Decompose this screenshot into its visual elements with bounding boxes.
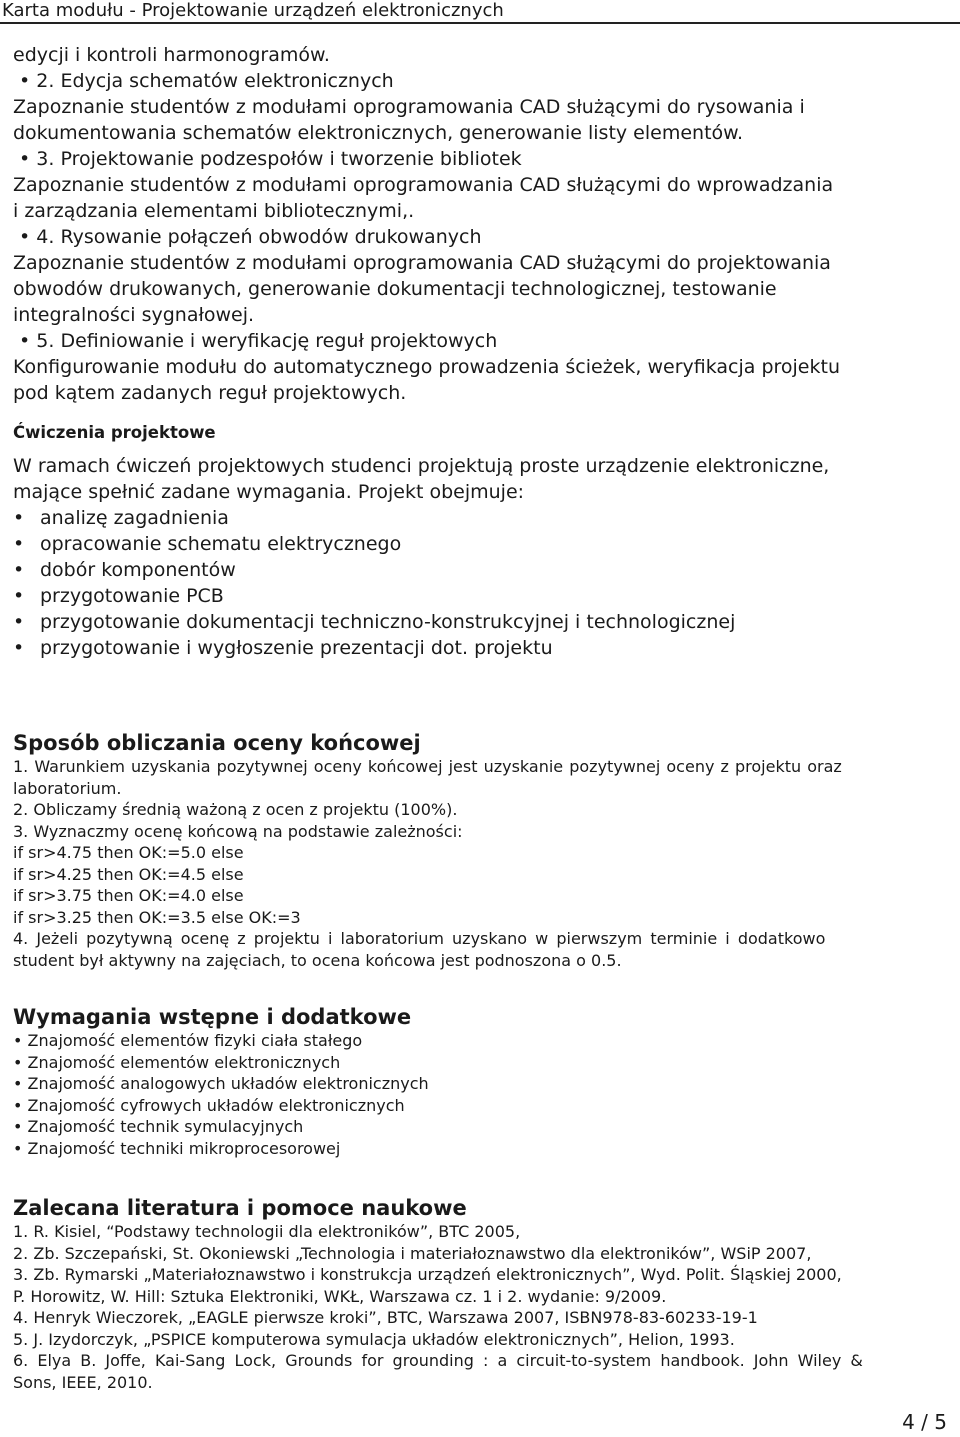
ocena-heading: Sposób obliczania oceny końcowej xyxy=(13,731,421,755)
list-item: • Znajomość cyfrowych układów elektronicznych xyxy=(13,1095,946,1117)
cwiczenia-list xyxy=(13,505,946,661)
list-item: • przygotowanie dokumentacji techniczno-konstrukcyjnej i technologicznej xyxy=(13,611,736,633)
content-line: pod kątem zadanych reguł projektowych. xyxy=(13,382,407,404)
literatura-entry: 5. J. Izydorczyk, „PSPICE komputerowa symulacja układów elektronicznych”, Helion, 1993. xyxy=(13,1329,735,1349)
ocena-rule: if sr>4.75 then OK:=5.0 else xyxy=(13,843,244,862)
header-title: Karta modułu - Projektowanie urządzeń elektronicznych xyxy=(2,0,504,21)
content-line: • 5. Definiowanie i weryfikację reguł projektowych xyxy=(13,328,946,354)
content-line: • 3. Projektowanie podzespołów i tworzenie bibliotek xyxy=(13,146,946,172)
ocena-line: 3. Wyznaczmy ocenę końcową na podstawie zależności: xyxy=(13,821,463,841)
syllabus-content xyxy=(13,42,946,406)
literatura-entry: 4. Henryk Wieczorek, „EAGLE pierwsze kroki”, BTC, Warszawa 2007, ISBN978-83-60233-19-1 xyxy=(13,1308,758,1327)
ocena-rule: if sr>3.25 then OK:=3.5 else OK:=3 xyxy=(13,907,301,927)
content-line: • 2. Edycja schematów elektronicznych xyxy=(13,68,946,94)
content-line: obwodów drukowanych, generowanie dokumentacji technologicznej, testowanie xyxy=(13,278,777,300)
list-item: • opracowanie schematu elektrycznego xyxy=(13,533,402,555)
cwiczenia-intro: W ramach ćwiczeń projektowych studenci projektują proste urządzenie elektroniczne, xyxy=(13,455,830,477)
page-header xyxy=(0,0,960,24)
literatura-entry: Sons, IEEE, 2010. xyxy=(13,1372,153,1392)
ocena-rule: if sr>3.75 then OK:=4.0 else xyxy=(13,886,244,905)
page-number: 4 / 5 xyxy=(902,1410,947,1434)
ocena-line: laboratorium. xyxy=(13,778,122,798)
content-line: Konfigurowanie modułu do automatycznego prowadzenia ścieżek, weryfikacja projektu xyxy=(13,356,840,378)
literatura-entry: P. Horowitz, W. Hill: Sztuka Elektroniki, WKŁ, Warszawa cz. 1 i 2. wydanie: 9/2009. xyxy=(13,1286,667,1306)
list-item: • Znajomość techniki mikroprocesorowej xyxy=(13,1138,946,1160)
wymagania-list xyxy=(13,1030,946,1159)
list-item: • dobór komponentów xyxy=(13,559,236,581)
list-item: • Znajomość elementów elektronicznych xyxy=(13,1052,946,1074)
content-line: Zapoznanie studentów z modułami oprogramowania CAD służącymi do wprowadzania xyxy=(13,174,834,196)
content-line: dokumentowania schematów elektronicznych, generowanie listy elementów. xyxy=(13,122,743,144)
list-item: • przygotowanie i wygłoszenie prezentacji dot. projektu xyxy=(13,637,553,659)
wymagania-section xyxy=(13,1030,946,1159)
literatura-entry: 3. Zb. Rymarski „Materiałoznawstwo i konstrukcja urządzeń elektronicznych”, Wyd. Polit. Śląskiej 2000, xyxy=(13,1265,842,1284)
content-line: Zapoznanie studentów z modułami oprogramowania CAD służącymi do rysowania i xyxy=(13,96,805,118)
ocena-line: 1. Warunkiem uzyskania pozytywnej oceny końcowej jest uzyskanie pozytywnej oceny z projektu oraz xyxy=(13,757,842,776)
ocena-line: student był aktywny na zajęciach, to ocena końcowa jest podnoszona o 0.5. xyxy=(13,950,622,970)
ocena-rule: if sr>4.25 then OK:=4.5 else xyxy=(13,864,244,884)
wymagania-heading: Wymagania wstępne i dodatkowe xyxy=(13,1005,412,1029)
content-line: i zarządzania elementami bibliotecznymi,. xyxy=(13,200,415,222)
cwiczenia-section xyxy=(13,453,946,661)
literatura-entry: 1. R. Kisiel, “Podstawy technologii dla elektroników”, BTC 2005, xyxy=(13,1222,521,1241)
content-line: edycji i kontroli harmonogramów. xyxy=(13,44,330,66)
literatura-entry: 2. Zb. Szczepański, St. Okoniewski „Technologia i materiałoznawstwo dla elektroników”, WSiP 2007, xyxy=(13,1243,812,1263)
ocena-line: 2. Obliczamy średnią ważoną z ocen z projektu (100%). xyxy=(13,800,458,819)
content-line: integralności sygnałowej. xyxy=(13,304,255,326)
content-line: • 4. Rysowanie połączeń obwodów drukowanych xyxy=(13,224,946,250)
cwiczenia-intro: mające spełnić zadane wymagania. Projekt obejmuje: xyxy=(13,481,525,503)
list-item: • analizę zagadnienia xyxy=(13,507,229,529)
cwiczenia-heading: Ćwiczenia projektowe xyxy=(13,423,216,442)
literatura-heading: Zalecana literatura i pomoce naukowe xyxy=(13,1196,467,1220)
list-item: • Znajomość elementów fizyki ciała stałego xyxy=(13,1030,946,1052)
literatura-entry: 6. Elya B. Joffe, Kai-Sang Lock, Grounds for grounding : a circuit-to-system handbook. John Wiley & xyxy=(13,1351,863,1370)
list-item: • Znajomość analogowych układów elektronicznych xyxy=(13,1073,946,1095)
ocena-section xyxy=(13,756,946,971)
list-item: • Znajomość technik symulacyjnych xyxy=(13,1116,946,1138)
literatura-section xyxy=(13,1221,946,1393)
ocena-line: 4. Jeżeli pozytywną ocenę z projektu i laboratorium uzyskano w pierwszym terminie i dodatkowo xyxy=(13,929,826,948)
list-item: • przygotowanie PCB xyxy=(13,585,224,607)
content-line: Zapoznanie studentów z modułami oprogramowania CAD służącymi do projektowania xyxy=(13,252,831,274)
